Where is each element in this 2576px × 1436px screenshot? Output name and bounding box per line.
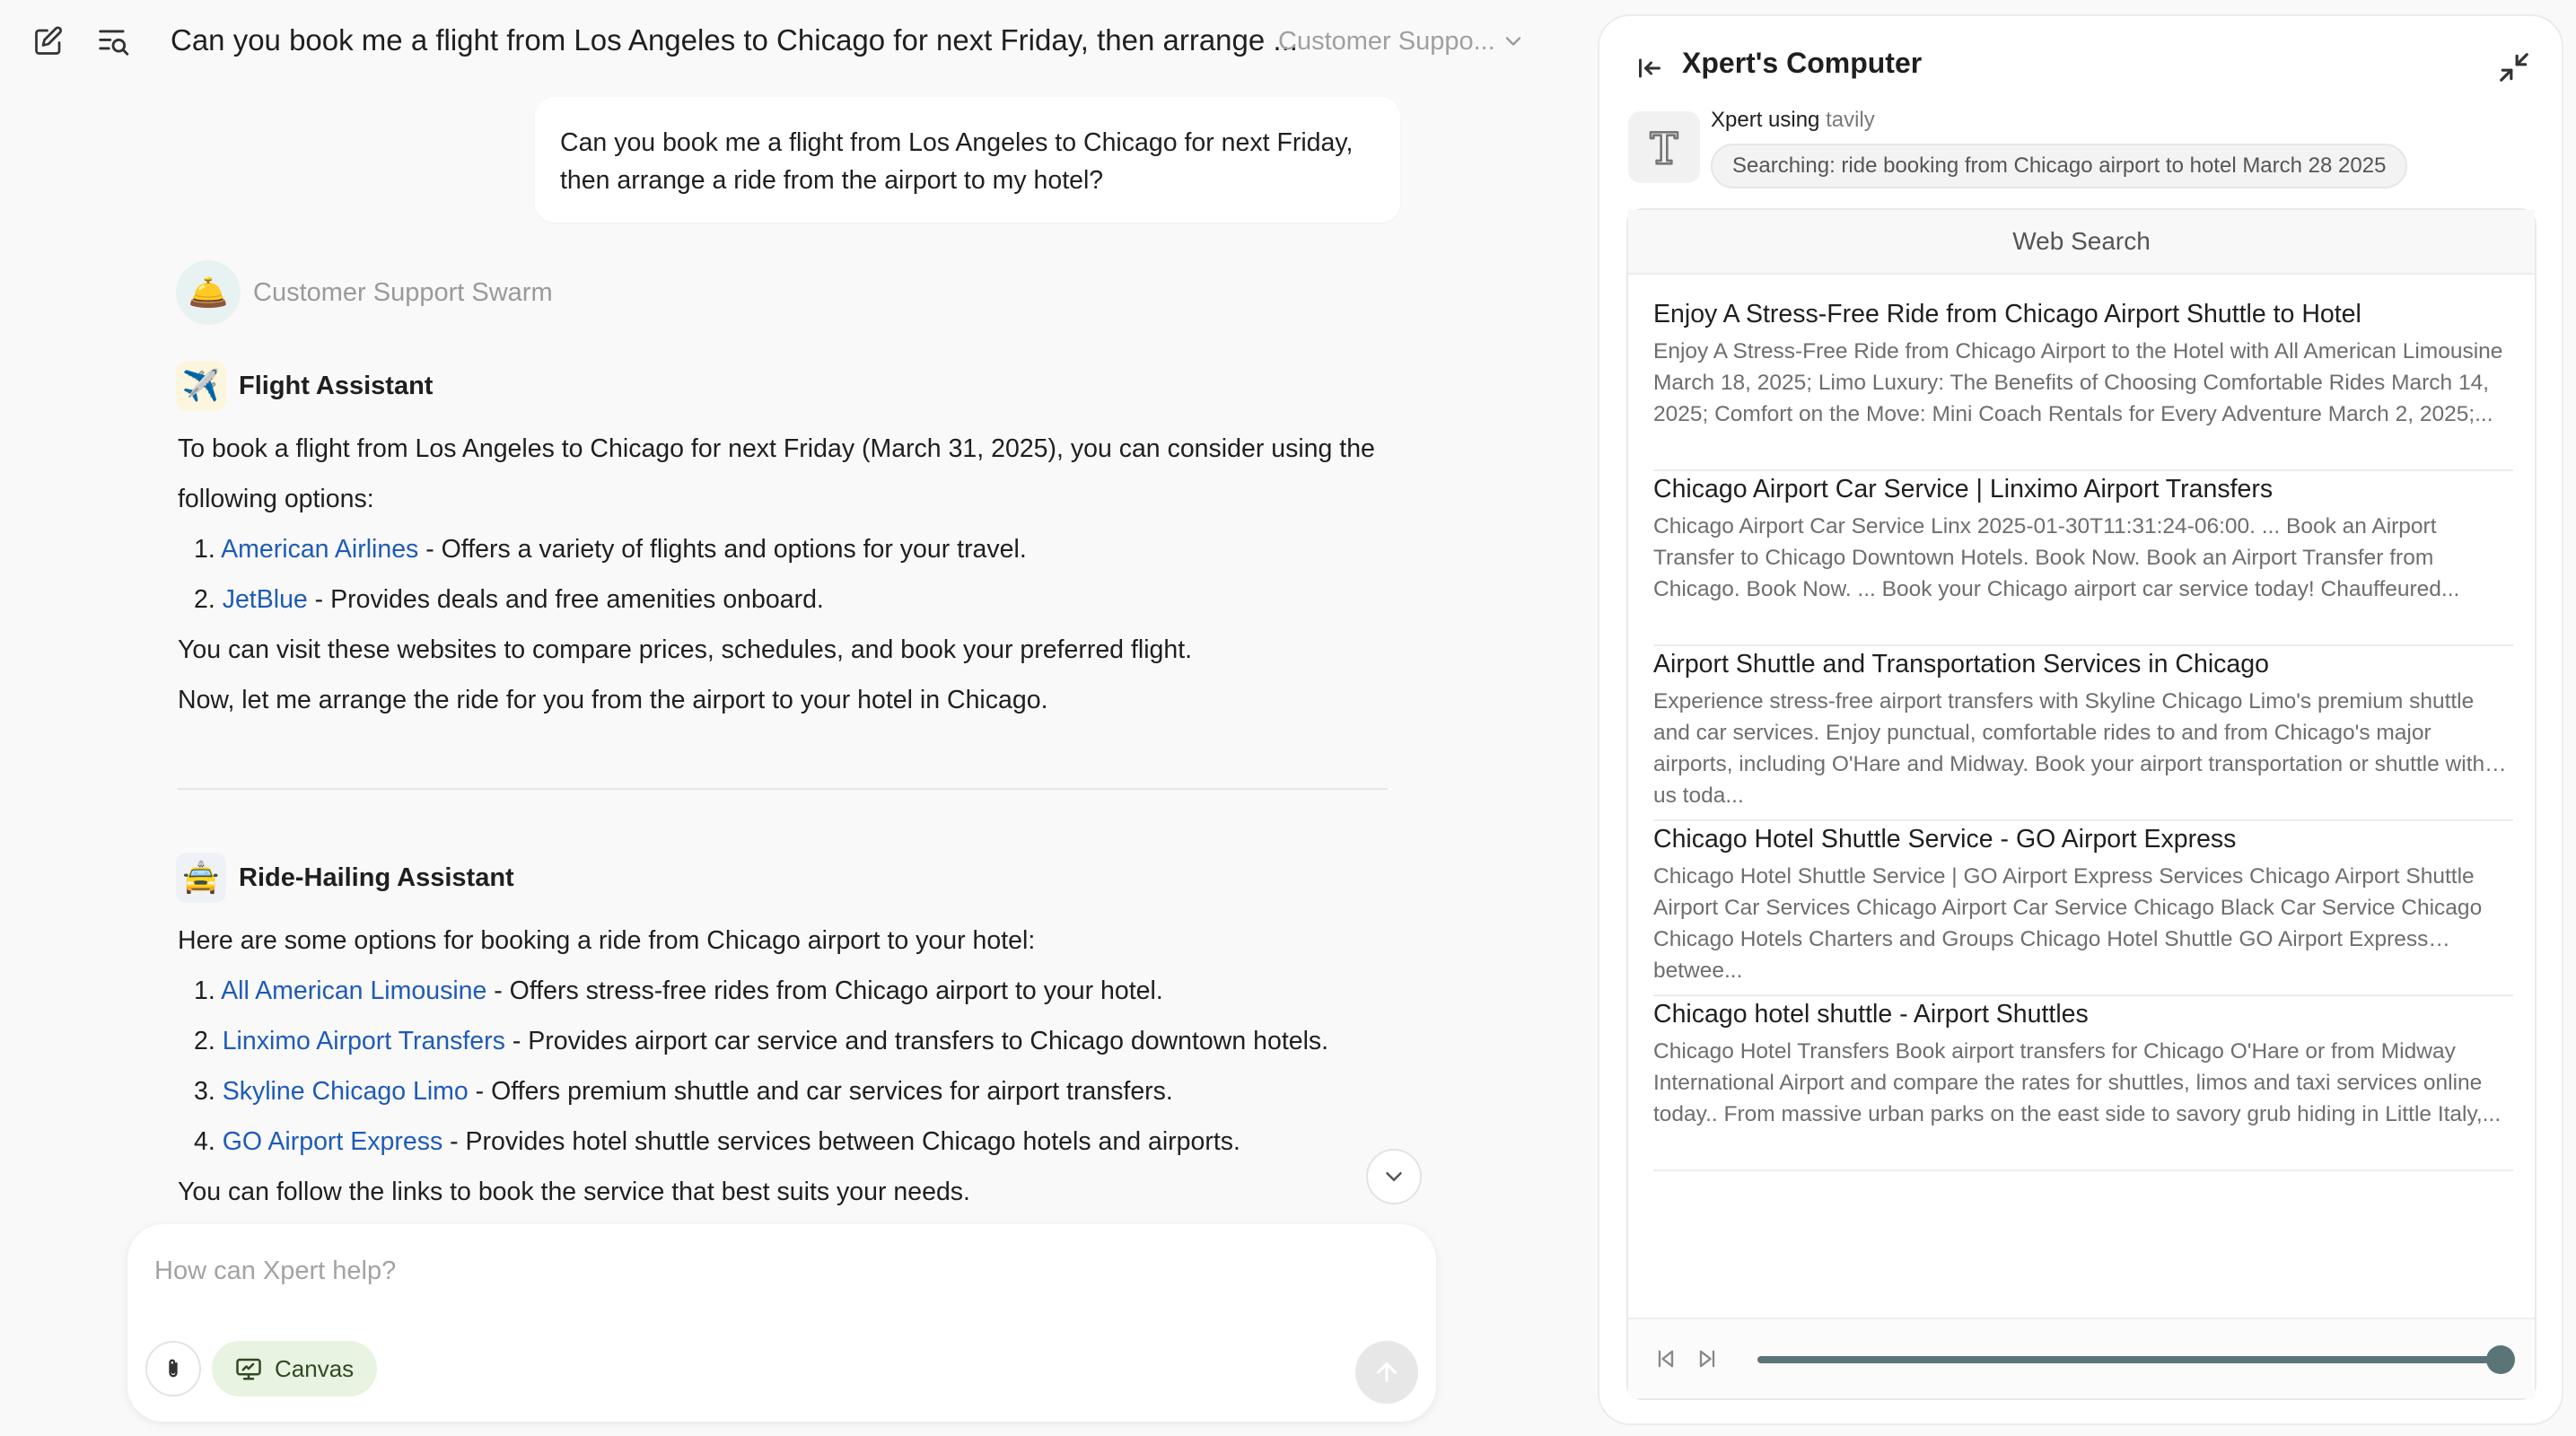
tool-usage: Xpert using tavily: [1711, 108, 1875, 132]
swarm-selector[interactable]: Customer Suppo...: [1278, 27, 1495, 56]
playback-fill: [1757, 1356, 2501, 1363]
swarm-header: [176, 260, 553, 325]
result-title[interactable]: Enjoy A Stress-Free Ride from Chicago Airport Shuttle to Hotel: [1653, 300, 2361, 328]
chevron-down-icon[interactable]: [1501, 29, 1526, 54]
canvas-button[interactable]: [212, 1341, 377, 1397]
search-result[interactable]: [1653, 296, 2513, 471]
airplane-icon: ✈️: [176, 361, 226, 411]
send-button[interactable]: [1355, 1341, 1418, 1404]
computer-panel: [1598, 14, 2563, 1425]
taxi-icon: 🚖: [176, 853, 226, 903]
user-message-line: then arrange a ride from the airport to my hotel?: [560, 166, 1104, 195]
search-history-icon[interactable]: [95, 23, 131, 59]
paragraph: Now, let me arrange the ride for you from the airport to your hotel in Chicago.: [178, 686, 1048, 714]
web-search-results: [1626, 208, 2537, 1400]
canvas-label: Canvas: [275, 1354, 355, 1382]
playback-thumb[interactable]: [2486, 1345, 2515, 1374]
scroll-down-button[interactable]: [1366, 1149, 1422, 1204]
swarm-name: Customer Support Swarm: [253, 277, 553, 307]
list-item: 3. Skyline Chicago Limo - Offers premium shuttle and car services for airport transfers.: [194, 1077, 1173, 1106]
playback-bar: [1628, 1318, 2535, 1398]
top-bar: [0, 0, 1562, 83]
paragraph: You can follow the links to book the service that best suits your needs.: [178, 1178, 970, 1206]
list-item: 1. American Airlines - Offers a variety of flights and options for your travel.: [194, 535, 1027, 564]
search-query-chip: Searching: ride booking from Chicago airport to hotel March 28 2025: [1711, 144, 2407, 188]
paragraph: Here are some options for booking a ride from Chicago airport to your hotel:: [178, 926, 1036, 955]
back-arrow-icon[interactable]: [1634, 52, 1666, 84]
chat-input[interactable]: [154, 1256, 1321, 1286]
link-all-american-limousine[interactable]: All American Limousine: [221, 976, 487, 1005]
result-snippet: Experience stress-free airport transfers with Skyline Chicago Limo's premium shuttle and car services. Enjoy punctual, comfortable rides to and from Chicago's major airports, including O'Hare and Midway. Book your airport transportation or shuttle with us toda...: [1653, 689, 2485, 808]
panel-title: Xpert's Computer: [1682, 47, 1923, 79]
result-snippet: Chicago Hotel Transfers Book airport transfers for Chicago O'Hare or from Midway International Airport and compare the rates for shuttles, limos and taxi services online today.. From massive urban parks on the east side to savory grub hiding in Little Italy,...: [1653, 1039, 2502, 1126]
paperclip-icon: [161, 1356, 186, 1381]
skip-back-icon[interactable]: [1653, 1346, 1678, 1371]
link-american-airlines[interactable]: American Airlines: [221, 535, 419, 564]
search-result[interactable]: [1653, 821, 2513, 996]
paragraph: following options:: [178, 485, 374, 513]
composer: [127, 1224, 1436, 1422]
link-jetblue[interactable]: JetBlue: [222, 585, 308, 614]
user-message-line: Can you book me a flight from Los Angeles to Chicago for next Friday,: [560, 128, 1354, 157]
search-result[interactable]: [1653, 646, 2513, 821]
list-item: 2. JetBlue - Provides deals and free amenities onboard.: [194, 585, 824, 614]
paragraph: To book a flight from Los Angeles to Chicago for next Friday (March 31, 2025), you can consider using the: [178, 434, 1375, 463]
chevron-down-icon: [1380, 1163, 1407, 1190]
conversation-title: Can you book me a flight from Los Angeles to Chicago for next Friday, then arrange ...: [171, 23, 1298, 57]
result-title[interactable]: Airport Shuttle and Transportation Services in Chicago: [1653, 650, 2269, 679]
web-search-header: Web Search: [1628, 210, 2535, 275]
list-item: 4. GO Airport Express - Provides hotel shuttle services between Chicago hotels and airports.: [194, 1127, 1240, 1156]
agent-name: Flight Assistant: [239, 371, 434, 400]
link-linximo[interactable]: Linximo Airport Transfers: [222, 1027, 505, 1055]
edit-icon[interactable]: [31, 23, 66, 59]
list-item: 2. Linximo Airport Transfers - Provides airport car service and transfers to Chicago downtown hotels.: [194, 1027, 1329, 1055]
flight-agent-header: [176, 361, 433, 411]
arrow-up-icon: [1372, 1358, 1401, 1387]
skip-forward-icon[interactable]: [1695, 1346, 1720, 1371]
result-title[interactable]: Chicago Hotel Shuttle Service - GO Airport Express: [1653, 825, 2237, 854]
tool-name: tavily: [1826, 108, 1875, 132]
search-result[interactable]: [1653, 471, 2513, 646]
result-title[interactable]: Chicago hotel shuttle - Airport Shuttles: [1653, 1000, 2089, 1029]
user-message: [535, 97, 1400, 223]
result-snippet: Enjoy A Stress-Free Ride from Chicago Airport to the Hotel with All American Limousine March 18, 2025; Limo Luxury: The Benefits of Choosing Comfortable Rides March 14, 2025; Comfort on the Move: Mini Coach Rentals for Every Adventure March 2, 2025;...: [1653, 339, 2503, 426]
link-go-airport-express[interactable]: GO Airport Express: [222, 1127, 443, 1156]
canvas-icon: [235, 1355, 262, 1382]
search-result[interactable]: [1653, 996, 2513, 1171]
link-skyline-chicago-limo[interactable]: Skyline Chicago Limo: [222, 1077, 469, 1106]
attach-button[interactable]: [145, 1341, 201, 1397]
playback-slider[interactable]: [1757, 1356, 2501, 1363]
tavily-tool-icon: [1628, 111, 1700, 183]
list-item: 1. All American Limousine - Offers stress-free rides from Chicago airport to your hotel.: [194, 976, 1163, 1005]
result-snippet: Chicago Hotel Shuttle Service | GO Airport Express Services Chicago Airport Shuttle Airport Car Services Chicago Airport Car Service Chicago Black Car Service Chicago Chicago Hotels Charters and Groups Chicago Hotel Shuttle GO Airport Express betwee...: [1653, 864, 2483, 983]
paragraph: You can visit these websites to compare prices, schedules, and book your preferred flight.: [178, 635, 1193, 664]
ride-agent-header: [176, 853, 514, 903]
result-snippet: Chicago Airport Car Service Linx 2025-01-30T11:31:24-06:00. ... Book an Airport Transfer to Chicago Downtown Hotels. Book Now. Book an Airport Transfer from Chicago. Book Now. ... Book your Chicago airport car service today! Chauffeured...: [1653, 514, 2460, 601]
minimize-icon[interactable]: [2497, 50, 2531, 84]
agent-name: Ride-Hailing Assistant: [239, 862, 514, 892]
bell-icon: 🛎️: [176, 260, 241, 325]
result-title[interactable]: Chicago Airport Car Service | Linximo Airport Transfers: [1653, 475, 2274, 503]
divider: [178, 788, 1388, 790]
